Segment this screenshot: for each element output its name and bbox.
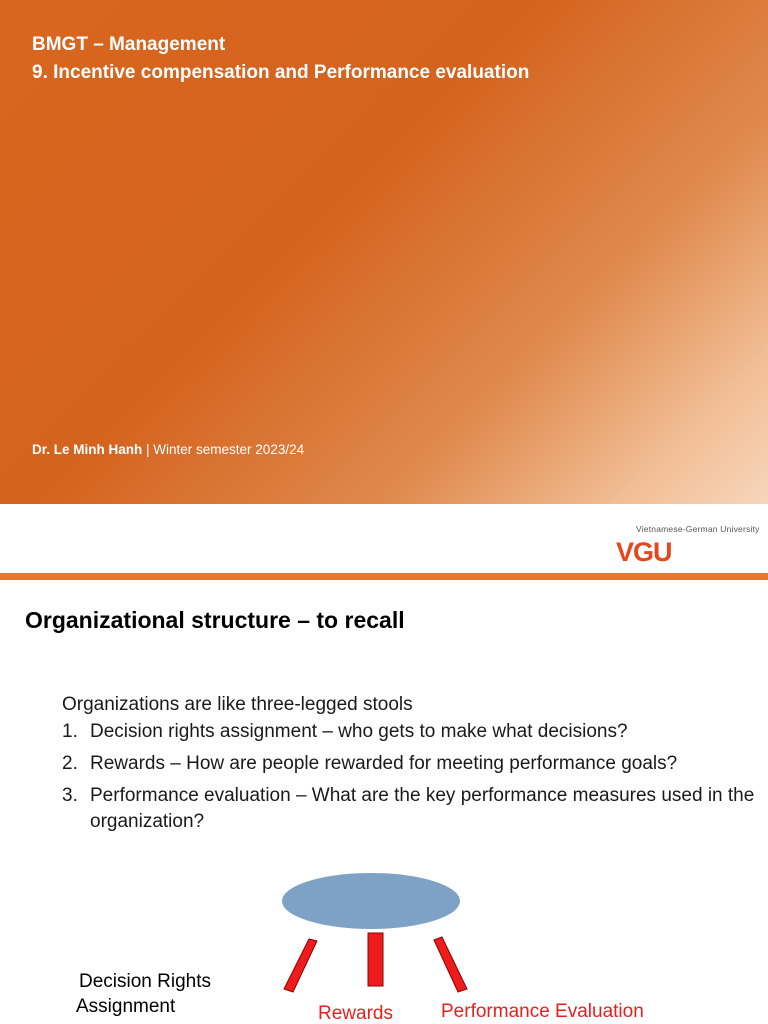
stool-leg-left [284,939,317,992]
label-decision-line2: Assignment [76,996,176,1017]
stool-leg-right [434,937,467,992]
logo-tagline: Vietnamese-German University [636,524,760,534]
list-text: Decision rights assignment – who gets to make what decisions? [90,721,628,742]
vgu-logo [612,524,760,566]
label-performance-evaluation: Performance Evaluation [441,1001,644,1022]
slide-title: Organizational structure – to recall [25,607,405,633]
list-number: 3. [62,785,78,806]
content-slide [0,580,768,1024]
svg-text:VGU: VGU [616,538,672,564]
stool-leg-center [368,933,383,986]
stool-seat [282,873,460,929]
slide-divider [0,573,768,580]
presenter-separator: | [142,442,154,457]
intro-text: Organizations are like three-legged stools [62,694,413,715]
title-banner [0,0,768,504]
list-text: Performance evaluation – What are the key performance measures used in the organization? [90,785,755,832]
list-number: 2. [62,753,78,774]
lecture-title: 9. Incentive compensation and Performance evaluation [32,62,530,83]
course-name: BMGT – Management [32,34,226,55]
deck-title [32,31,529,87]
label-rewards: Rewards [318,1003,393,1024]
vgu-logo-mark [616,538,690,564]
presenter-line [32,442,304,457]
presenter-name: Dr. Le Minh Hanh [32,442,143,457]
list-number: 1. [62,721,78,742]
label-decision-rights [76,969,211,1019]
semester: Winter semester 2023/24 [153,442,305,457]
stool-diagram [0,580,768,1024]
label-decision-line1: Decision Rights [79,971,211,992]
list-text: Rewards – How are people rewarded for meeting performance goals? [90,753,678,774]
